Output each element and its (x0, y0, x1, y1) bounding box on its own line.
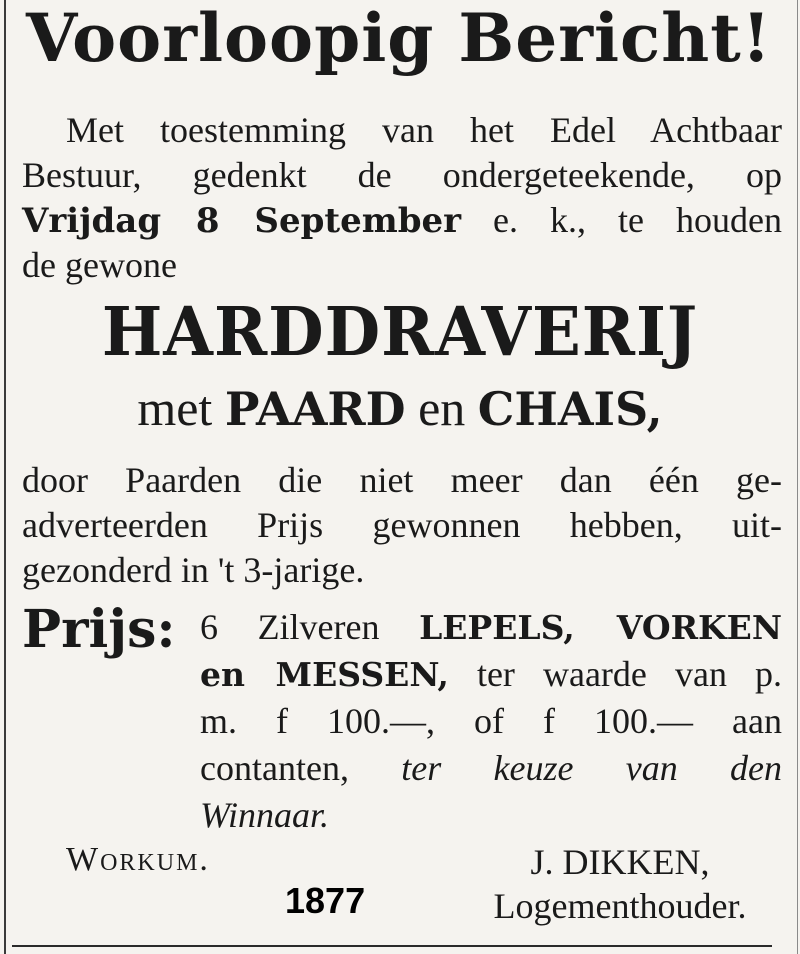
announcement-title: Voorloopig Bericht! (26, 0, 772, 77)
conditions-line-3 (22, 548, 782, 593)
event-headline: HARDDRAVERIJ (101, 293, 699, 372)
prize-line-3 (200, 698, 782, 745)
prize-line-2 (200, 651, 782, 698)
intro-line-1 (22, 108, 782, 153)
intro-text-3: e. k., te houden (493, 200, 783, 240)
prize-winner: Winnaar. (200, 795, 330, 835)
intro-line-3 (22, 198, 782, 244)
signer-title: Logementhouder. (493, 886, 747, 926)
left-border-line (4, 0, 6, 954)
subheadline-middle: en (418, 380, 466, 436)
conditions-text-2: adverteerden Prijs gewonnen hebben, uit- (22, 505, 782, 545)
prize-text-2: ter waarde van p. (476, 654, 783, 694)
prize-line-4 (200, 745, 782, 792)
event-date: Vrijdag 8 September (22, 201, 462, 241)
intro-text-1: Met toestemming van het Edel Achtbaar (66, 110, 782, 150)
prize-description (200, 604, 782, 839)
prize-text-1: 6 Zilveren (200, 607, 380, 647)
intro-line-2 (22, 153, 782, 198)
conditions-text-3: gezonderd in 't 3-jarige. (22, 550, 365, 590)
signer-name: J. DIKKEN, (530, 842, 710, 882)
prize-text-4: contanten, (200, 748, 349, 788)
prize-line-5 (200, 792, 782, 839)
prize-choice: ter keuze van den (401, 748, 782, 788)
right-border-line (797, 0, 798, 954)
intro-text-2: Bestuur, gedenkt de ondergeteekende, op (22, 155, 782, 195)
subheadline-chais: CHAIS, (477, 382, 663, 436)
conditions-line-2 (22, 503, 782, 548)
bottom-rule (12, 945, 772, 947)
place-name: Workum. (66, 841, 210, 878)
conditions-line-1 (22, 458, 782, 503)
prize-text-3: m. f 100.—, of f 100.— aan (200, 701, 782, 741)
prize-items-2: en MESSEN, (200, 655, 449, 694)
prize-line-1 (200, 604, 782, 651)
conditions-text-1: door Paarden die niet meer dan één ge- (22, 460, 782, 500)
intro-line-4 (22, 243, 782, 288)
subheadline-prefix: met (137, 380, 213, 436)
intro-text-4: de gewone (22, 245, 177, 285)
prize-label: Prijs: (22, 599, 176, 660)
year-label: 1877 (285, 880, 366, 921)
signature-block (460, 840, 780, 928)
prize-items: LEPELS, VORKEN (419, 608, 782, 647)
event-subheadline (0, 380, 800, 437)
subheadline-paard: PAARD (224, 382, 406, 436)
